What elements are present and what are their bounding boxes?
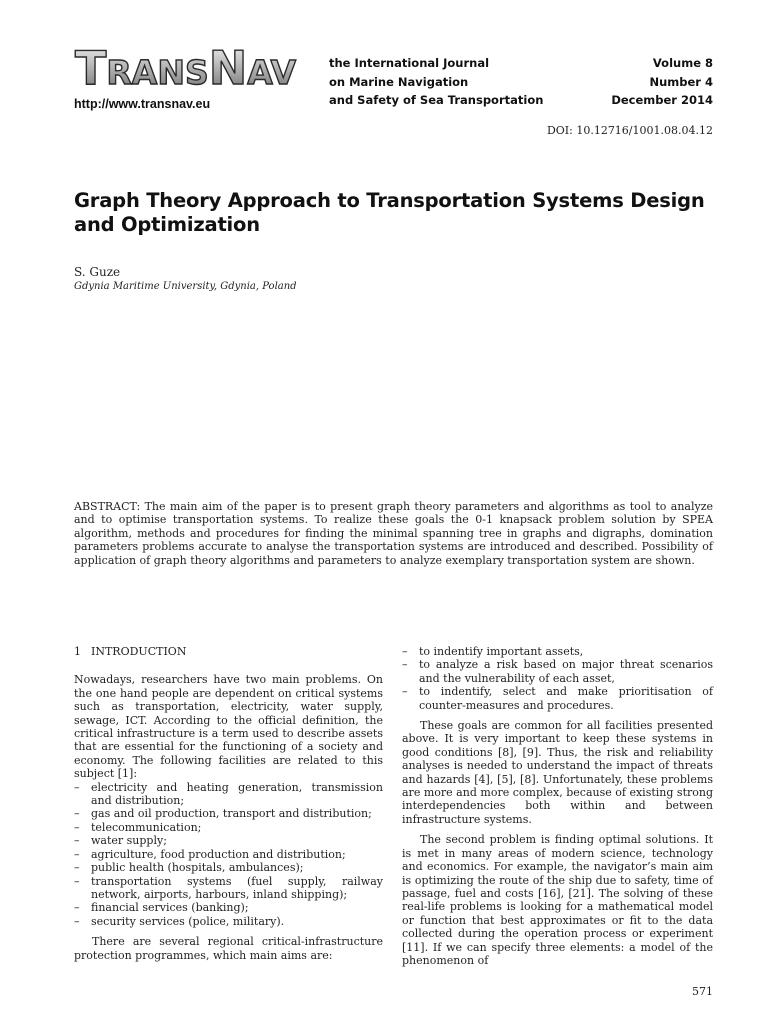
journal-line: the International Journal (329, 56, 490, 70)
section-number: 1 (74, 645, 81, 658)
date: December 2014 (611, 93, 713, 107)
right-column (402, 645, 713, 967)
paragraph: The second problem is finding optimal solutions. It is met in many areas of modern science, technology and economics. For example, the navigator’s main aim is optimizing the route of the ship due to safety, time of passage, fuel and costs [16], [21]. The solving of these real-life problems is looking for a mathematical model or function that best approximates or fit to the data collected during the operation process or experiment [11]. If we can specify three elements: a model of the phenomenon of (402, 833, 713, 967)
journal-line: and Safety of Sea Transportation (329, 93, 544, 107)
list-item: – transportation systems (fuel supply, railway network, airports, harbours, inland shipping); (74, 874, 383, 901)
list-item: – gas and oil production, transport and distribution; (74, 807, 372, 821)
list-item: – public health (hospitals, ambulances); (74, 861, 304, 875)
journal-line: on Marine Navigation (329, 74, 469, 89)
list-item: – electricity and heating generation, transmission and distribution; (74, 780, 383, 808)
list-item: – security services (police, military). (74, 914, 285, 928)
author: S. Guze (74, 265, 121, 279)
paragraph: There are several regional critical-infrastructure protection programmes, which main aims are: (74, 935, 383, 962)
page-number: 571 (692, 985, 713, 998)
list-item: – water supply; (74, 834, 167, 848)
volume: Volume 8 (652, 56, 713, 70)
transnav-logo (74, 44, 324, 94)
doi: DOI: 10.12716/1001.08.04.12 (546, 124, 713, 137)
paragraph: These goals are common for all facilities presented above. It is very important to keep these systems in good conditions [8], [9]. Thus, the risk and reliability analyses is needed to understand the impact of threats and hazards [4], [5], [8]. Unfortunately, these problems are more and more complex, because of existing strong interdependencies both within and between infrastructure systems. (402, 719, 713, 826)
list-item: – to analyze a risk based on major threat scenarios and the vulnerability of each asset, (402, 658, 713, 685)
section-title: INTRODUCTION (91, 645, 187, 658)
journal-url[interactable]: http://www.transnav.eu (74, 97, 211, 111)
left-column (74, 645, 383, 962)
abstract: ABSTRACT: The main aim of the paper is to present graph theory parameters and algorithms as tool to analyze and to optimise transportation systems. To realize these goals the 0-1 knapsack problem solution by SPEA algorithm, methods and procedures for finding the minimal spanning tree in graphs and digraphs, domination parameters problems accurate to analyse the transportation systems are introduced and described. Possibility of application of graph theory algorithms and parameters to analyze exemplary transportation system are shown. (74, 500, 713, 567)
list-item: – to indentify, select and make prioritisation of counter-measures and procedures. (402, 685, 713, 712)
list-item: – agriculture, food production and distribution; (74, 847, 346, 861)
journal-name (329, 54, 543, 110)
list-item: – financial services (banking); (74, 901, 249, 915)
number: Number 4 (649, 74, 713, 89)
svg-text:TRANSNAV: TRANSNAV (75, 44, 297, 94)
aims-list (402, 645, 713, 712)
affiliation: Gdynia Maritime University, Gdynia, Poland (74, 281, 297, 292)
list-item: – telecommunication; (74, 820, 202, 834)
section-heading (74, 645, 383, 658)
list-item: – to indentify important assets, (402, 645, 584, 658)
article-title: Graph Theory Approach to Transportation Systems Design and Optimization (74, 189, 705, 236)
issue-info (611, 54, 713, 110)
facility-list (74, 781, 383, 928)
paragraph: Nowadays, researchers have two main problems. On the one hand people are dependent on critical systems such as transportation, electricity, water supply, sewage, ICT. According to the official definition, the critical infrastructure is a term used to describe assets that are essential for the functioning of a society and economy. The following facilities are related to this subject [1]: (74, 673, 383, 781)
